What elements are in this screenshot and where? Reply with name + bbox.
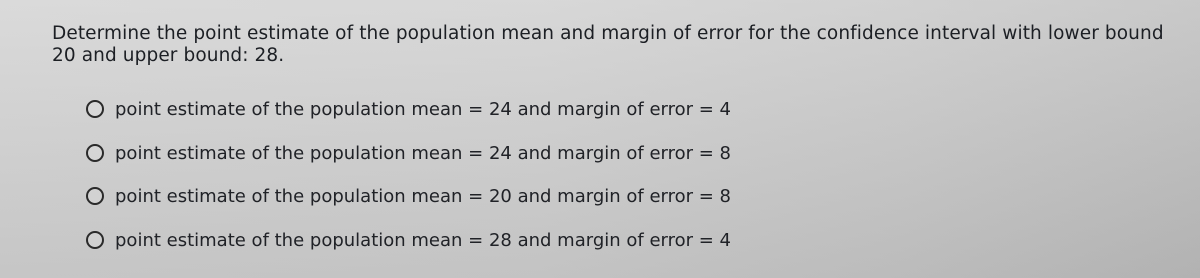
radio-button[interactable] xyxy=(86,144,104,162)
answer-option-3[interactable] xyxy=(86,181,731,211)
answer-option-label[interactable]: point estimate of the population mean = 24 and margin of error = 8 xyxy=(115,142,732,164)
answer-option-4[interactable] xyxy=(86,225,731,255)
radio-button[interactable] xyxy=(86,231,104,249)
answer-option-2[interactable] xyxy=(86,138,731,168)
answer-option-label[interactable]: point estimate of the population mean = 28 and margin of error = 4 xyxy=(115,229,732,251)
answer-option-label[interactable]: point estimate of the population mean = 20 and margin of error = 8 xyxy=(115,185,732,207)
question-text: Determine the point estimate of the population mean and margin of error for the confidence interval with lower bound 20 and upper bound: 28. xyxy=(52,23,1164,66)
answer-option-1[interactable] xyxy=(86,94,731,124)
radio-button[interactable] xyxy=(86,187,104,205)
radio-button[interactable] xyxy=(86,100,104,118)
answer-option-label[interactable]: point estimate of the population mean = 24 and margin of error = 4 xyxy=(115,98,732,120)
